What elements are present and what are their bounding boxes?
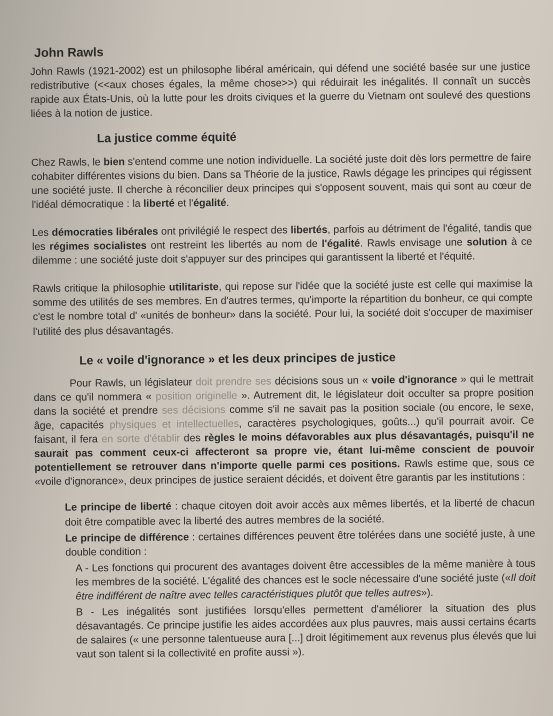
document-content bbox=[30, 41, 536, 666]
section-heading-justice-equite: La justice comme équité bbox=[96, 130, 237, 146]
paragraph-democraties: Les démocraties libérales ont privilégié le respect des libertés, parfois au détriment de l'égalité, tandis que les régimes socialistes ont restreint les libertés au nom de l'égalité. Rawls envisage une solution à ce dilemme : une société juste doit s'appuyer sur des principes qui garantissent la liberté et l'équité. bbox=[31, 222, 533, 268]
document-title: John Rawls bbox=[33, 45, 104, 60]
section-heading-voile-ignorance: Le « voile d'ignorance » et les deux principes de justice bbox=[79, 349, 396, 368]
principle-liberte: Le principe de liberté : chaque citoyen doit avoir accès aux mêmes libertés, et la liberté de chacun doit être compatible avec la liberté des autres membres de la société. bbox=[64, 498, 535, 529]
paragraph-voile: Pour Rawls, un législateur doit prendre ses décisions sous un « voile d'ignorance » qui le mettrait dans ce qu'il nommera « position originelle ». Autrement dit, le législateur doit occulter sa propre position dans la société et prendre ses décisions comme s'il ne savait pas la position sociale (ou encore, le sexe, âge, capacités physiques et intellectuelles, caractères psychologiques, goûts...) qu'il pourrait avoir. Ce faisant, il fera en sorte d'établir des règles le moins défavorables aux plus désavantagés, puisqu'il ne saurait pas comment ceux-ci affecteront sa propre vie, étant lui-même conscient de pouvoir potentiellement se retrouver dans n'importe quelle parmi ces positions. Rawls estime que, sous ce «voile d'ignorance», deux principes de justice seraient décidés, et doivent être garantis par les institutions : bbox=[33, 373, 535, 489]
paragraph-utilitariste: Rawls critique la philosophie utilitariste, qui repose sur l'idée que la société juste est celle qui maximise la somme des utilités de ses membres. En d'autres termes, qu'importe la répartition du bonheur, ce qui compte c'est le nombre total d' «unités de bonheur» dans la société. Pour lui, la société doit s'occuper de maximiser l'utilité des plus désavantagés. bbox=[32, 278, 533, 338]
intro-paragraph: John Rawls (1921-2002) est un philosophe libéral américain, qui défend une société basée sur une justice redistributive (<<aux choses égales, la même chose>>) qui réduirait les inégalités. Il connaît un succès rapide aux États-Unis, où la lutte pour les droits civiques et la guerre du Vietnam ont soulevé des questions liées à la notion de justice. bbox=[30, 61, 531, 121]
condition-b: B - Les inégalités sont justifiées lorsqu'elles permettent d'améliorer la situation des plus désavantagés. Ce principe justifie les aides accordées aux plus pauvres, mais aussi certains écarts de salaires (« une personne talentueuse aura [...] droit légitimement aux revenus plus élevés que lui vaut son talent si la collectivité en profite aussi »). bbox=[75, 602, 537, 661]
paragraph-bien: Chez Rawls, le bien s'entend comme une notion individuelle. La société juste doit dès lors permettre de faire cohabiter différentes visions du bien. Dans sa Théorie de la justice, Rawls dégage les principes qui régissent une société juste. Il cherche à réconcilier deux principes qui s'opposent souvent, mais qui sont au cœur de l'idéal démocratique : la liberté et l'égalité. bbox=[31, 152, 532, 211]
condition-a: A - Les fonctions qui procurent des avantages doivent être accessibles de la même manière à tous les membres de la société. L'égalité des chances est le socle nécessaire d'une société juste («Il doit être indifférent de naître avec telles caractéristiques plutôt que telles autres»). bbox=[75, 558, 536, 603]
principle-difference: Le principe de différence : certaines différences peuvent être tolérées dans une société juste, à une double condition : bbox=[65, 528, 536, 559]
